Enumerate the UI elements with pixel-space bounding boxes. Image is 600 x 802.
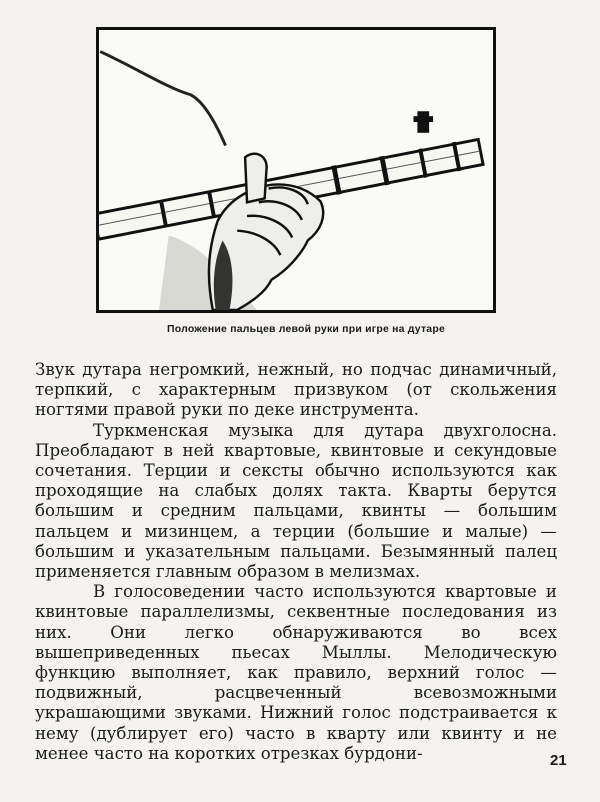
loose-string xyxy=(100,52,225,146)
paragraph-2: Туркменская музыка для дутара двухголосна. Преобладают в ней квартовые, квинтовые и секундовые сочетания. Терции и сексты обычно используются как проходящие на слабых долях такта. Кварты берутся большим и средним пальцами, квинты — большим пальцем и мизинцем, а терции (большие и малые) — большим и указательным пальцами. Безымянный палец применяется главным образом в мелизмах. xyxy=(35,420,557,582)
page-number: 21 xyxy=(550,752,567,769)
dutar-illustration xyxy=(99,30,493,310)
paragraph-3: В голосоведении часто используются квартовые и квинтовые параллелизмы, секвентные последования из них. Они легко обнаруживаются во всех вышеприведенных пьесах Мыллы. Мелодическую функцию выполняет, как правило, верхний голос — подвижный, расцвеченный всевозможными украшающими звуками. Нижний голос подстраивается к нему (дублирует его) часто в кварту или квинту и не менее часто на коротких отрезках бурдони- xyxy=(35,582,557,763)
tuning-peg xyxy=(417,111,429,133)
figure-caption: Положение пальцев левой руки при игре на дутаре xyxy=(166,323,446,335)
photo-hand-on-dutar-neck xyxy=(96,27,496,313)
paragraph-1: Звук дутара негромкий, нежный, но подчас динамичный, терпкий, с характерным призвуком (от скольжения ногтями правой руки по деке инструмента. xyxy=(35,360,557,420)
body-text xyxy=(35,360,557,764)
